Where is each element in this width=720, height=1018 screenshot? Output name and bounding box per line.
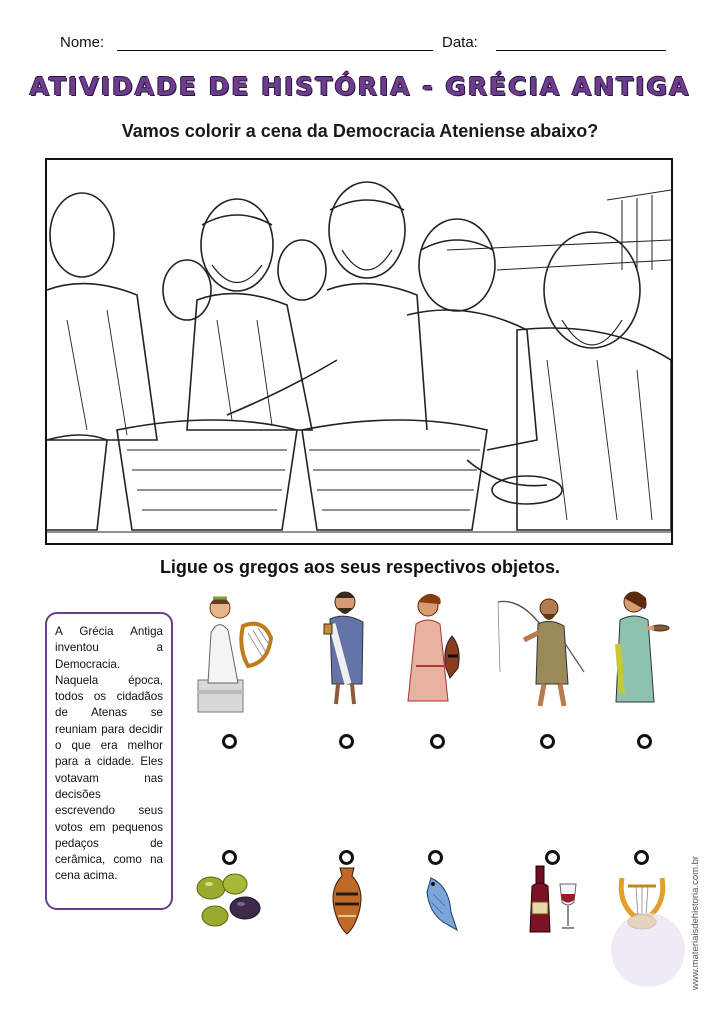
date-field[interactable] [496,50,666,51]
olives-icon [193,870,265,932]
site-url-text: www.materiaisdehistoria.com.br [690,855,701,990]
woman-with-olives-icon [608,584,670,716]
man-with-cup-icon [318,584,373,714]
match-dot-bottom-3[interactable] [428,850,443,865]
matching-instruction: Ligue os gregos aos seus respectivos objetos. [159,557,561,577]
match-dot-top-3[interactable] [430,734,445,749]
page-title: ATIVIDADE DE HISTÓRIA - GRÉCIA ANTIGA [29,72,691,101]
wine-bottle-icon [526,864,584,936]
musician-with-lyre-icon [193,588,278,716]
info-textbox: A Grécia Antiga inventou a Democracia. Naquela época, todos os cidadãos de Atenas se reuniam para decidir o que era melhor para a cidade. Eles votavam nas decisões escrevendo seus votos em pequenos pedaços de cerâmica, como na cena acima. [45,612,173,910]
name-label: Nome: [60,34,105,51]
amphora-icon [330,864,364,936]
match-dot-bottom-1[interactable] [222,850,237,865]
woman-with-amphora-icon [404,586,466,714]
match-dot-bottom-2[interactable] [339,850,354,865]
democracy-scene-image [45,158,673,545]
match-dot-bottom-5[interactable] [634,850,649,865]
match-dot-top-5[interactable] [637,734,652,749]
fisherman-icon [494,592,586,712]
match-dot-bottom-4[interactable] [545,850,560,865]
date-label: Data: [442,34,478,51]
match-dot-top-2[interactable] [339,734,354,749]
site-logo-watermark [611,913,685,987]
name-field[interactable] [117,50,433,51]
fish-icon [423,872,461,934]
scene-line-art-icon [47,160,671,543]
match-dot-top-4[interactable] [540,734,555,749]
match-dot-top-1[interactable] [222,734,237,749]
page-subtitle: Vamos colorir a cena da Democracia Ateniense abaixo? [121,121,599,141]
header-fields [60,34,670,56]
